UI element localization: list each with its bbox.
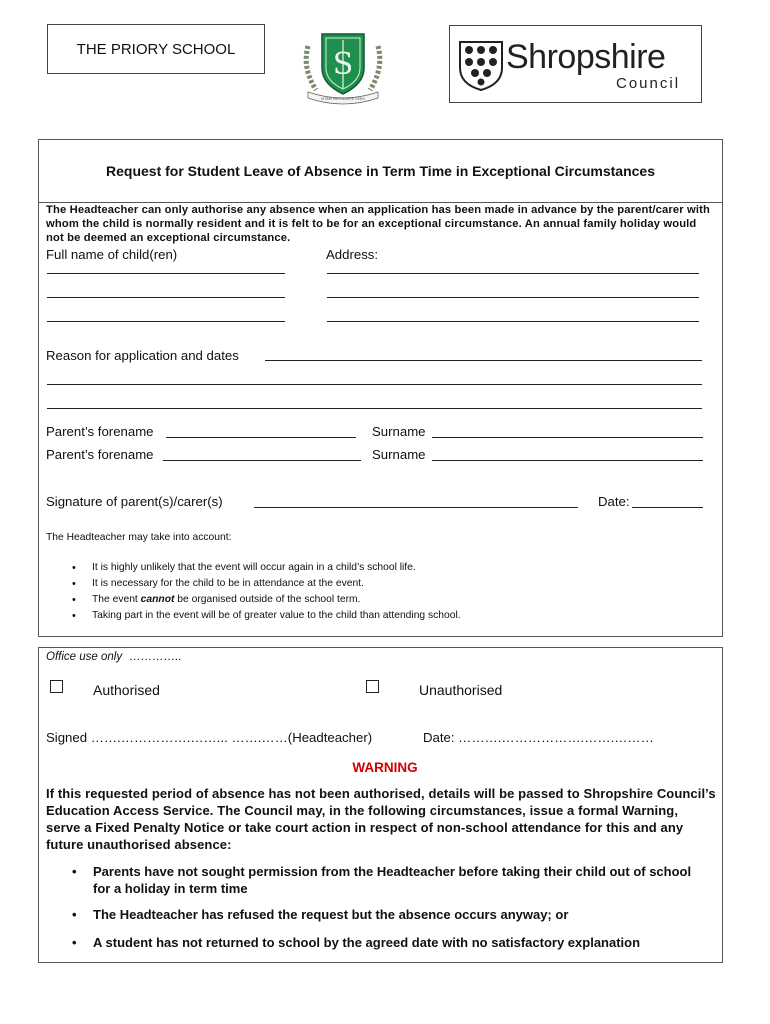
child-name-line-1[interactable] — [47, 273, 285, 274]
office-use-dots: ………….. — [129, 651, 182, 663]
address-label: Address: — [326, 247, 379, 262]
svg-text:S: S — [332, 47, 354, 82]
council-subtitle: Council — [616, 75, 681, 92]
date-line[interactable] — [632, 507, 703, 508]
crest-motto: VITAM IMPENDERE VERO — [320, 97, 366, 101]
bullet-dot-icon: • — [72, 935, 77, 950]
form-title: Request for Student Leave of Absence in Term Time in Exceptional Circumstances — [106, 163, 655, 179]
reason-line-2[interactable] — [47, 384, 702, 385]
reason-line-1[interactable] — [265, 360, 702, 361]
parent-forename-line-1[interactable] — [166, 437, 356, 438]
warning-title: WARNING — [352, 760, 418, 775]
office-use-label — [46, 651, 182, 663]
consideration-3-pre: The event — [92, 594, 141, 605]
parent-forename-label-2: Parent’s forename — [46, 447, 154, 462]
authorised-label: Authorised — [93, 682, 160, 698]
warning-bullet — [72, 906, 712, 923]
considerations-list — [72, 560, 461, 624]
signature-line[interactable] — [254, 507, 578, 508]
unauthorised-checkbox[interactable] — [366, 680, 379, 693]
warning-bullet-text: A student has not returned to school by the agreed date with no satisfactory explanation — [93, 935, 641, 950]
consideration-item — [72, 592, 461, 608]
reason-label: Reason for application and dates — [46, 348, 239, 363]
reason-line-3[interactable] — [47, 408, 702, 409]
address-line-2[interactable] — [327, 297, 699, 298]
headteacher-signature-line[interactable]: Signed …….…………….……... …….……(Headteacher) — [46, 730, 373, 745]
address-line-3[interactable] — [327, 321, 699, 322]
parent-forename-line-2[interactable] — [163, 460, 361, 461]
surname-label-2: Surname — [372, 447, 426, 462]
parent-forename-label-1: Parent’s forename — [46, 424, 154, 439]
child-name-label: Full name of child(ren) — [46, 247, 178, 262]
authorised-checkbox[interactable] — [50, 680, 63, 693]
warning-bullet-text: The Headteacher has refused the request but the absence occurs anyway; or — [93, 907, 569, 922]
council-shield-icon — [458, 40, 504, 92]
surname-label-1: Surname — [372, 424, 426, 439]
consideration-3-post: be organised outside of the school term. — [174, 594, 361, 605]
consideration-item: • It is necessary for the child to be in attendance at the event. — [72, 576, 461, 592]
council-logo-box — [449, 25, 702, 103]
child-name-line-2[interactable] — [47, 297, 285, 298]
form-title-box — [38, 139, 723, 203]
school-crest-logo — [298, 28, 388, 106]
signature-label: Signature of parent(s)/carer(s) — [46, 494, 223, 509]
school-name: THE PRIORY SCHOOL — [76, 40, 236, 58]
office-use-text: Office use only — [46, 651, 123, 663]
surname-line-2[interactable] — [432, 460, 703, 461]
unauthorised-label: Unauthorised — [419, 682, 503, 698]
address-line-1[interactable] — [327, 273, 699, 274]
warning-bullet — [72, 863, 712, 897]
considerations-intro: The Headteacher may take into account: — [46, 532, 232, 543]
bullet-dot-icon: • — [72, 864, 77, 879]
warning-paragraph: If this requested period of absence has not been authorised, details will be passed to Shropshire Council’s Education Access Service. The Council may, in the following circumstances, issue a formal Warning, serve a Fixed Penalty Notice or take court action in respect of non-school attendance for this and any future unauthorised absence: — [46, 786, 716, 852]
warning-bullet-text: Parents have not sought permission from the Headteacher before taking their child out of school for a holiday in term time — [93, 864, 692, 896]
authorisation-notice: The Headteacher can only authorise any absence when an application has been made in advance by the parent/carer with whom the child is normally resident and it is felt to be for an exceptional circumstance. An annual family holiday would not be deemed an exceptional circumstance. — [46, 204, 710, 244]
consideration-item: • Taking part in the event will be of greater value to the child than attending school. — [72, 608, 461, 624]
bullet-dot-icon: • — [72, 907, 77, 922]
surname-line-1[interactable] — [432, 437, 703, 438]
date-label: Date: — [598, 494, 630, 509]
school-name-box — [47, 24, 265, 74]
office-date-line[interactable]: Date: ……….……………….…….……… — [423, 730, 654, 745]
consideration-3-emphasis: cannot — [140, 594, 175, 605]
warning-bullet — [72, 934, 712, 951]
consideration-item: • It is highly unlikely that the event will occur again in a child’s school life. — [72, 560, 461, 576]
council-name: Shropshire — [506, 38, 666, 76]
child-name-line-3[interactable] — [47, 321, 285, 322]
